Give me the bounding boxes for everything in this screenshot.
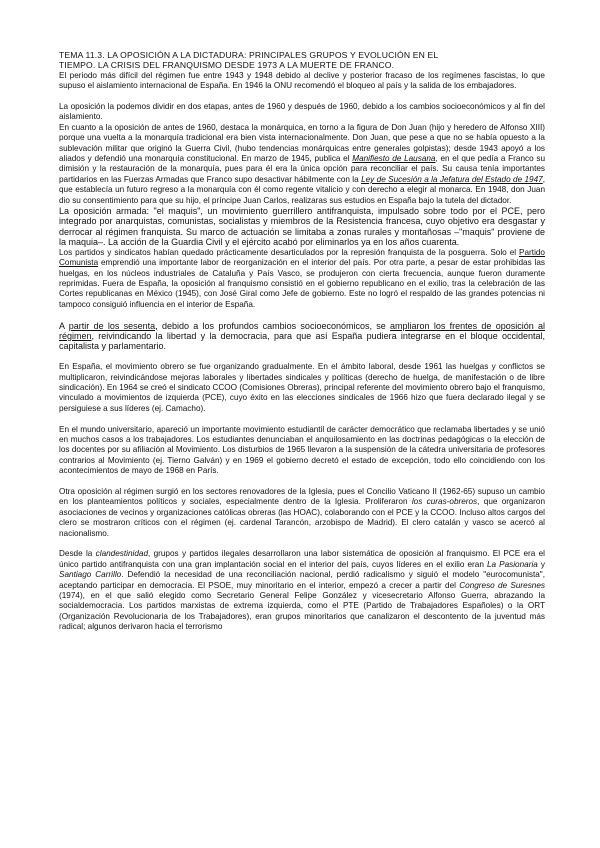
text-run: Desde la bbox=[59, 549, 96, 559]
title-line-2: TIEMPO. LA CRISIS DEL FRANQUISMO DESDE 1973 A LA MUERTE DE FRANCO. bbox=[59, 60, 395, 71]
document-title bbox=[59, 50, 545, 71]
paragraph-sixties bbox=[59, 321, 545, 352]
text-run: Otra oposición al régimen surgió en los sectores renovadores de la Iglesia, pues el Concilio Vaticano II (1962-65) supuso un cambio en los planteamientos políticos y sociales, especialmente dentro de la Iglesia. Proliferaron bbox=[59, 486, 545, 507]
partido-comunista-text: Partido Comunista bbox=[59, 247, 545, 268]
ley-sucesion-text: Ley de Sucesión a la Jefatura del Estado de 1947 bbox=[361, 174, 543, 184]
text-run: , que organizaron asociaciones de vecinos y organizaciones católicas obreras (las HOAC), colaborando con el PCE y la CCOO. Incluso altos cargos del clero se mostraron críticos con el régimen (ej. cardenal Tarancón, arzobispo de Madrid). El clero catalán y vasco se acercó al nacionalismo. bbox=[59, 497, 545, 538]
curas-obreros-text: los curas-obreros bbox=[411, 497, 478, 507]
clandestinidad-text: clandestinidad bbox=[95, 549, 149, 559]
text-run: y bbox=[537, 559, 545, 569]
text-run: , que establecía un futuro regreso a la monarquía con él como regente vitalicio y con derecho a elegir al monarca. En 1948, don Juan dio su consentimiento para que su hijo, el príncipe Juan Carlos, realizaras sus estudios en España bajo la tutela del dictador. bbox=[59, 174, 545, 205]
text-run: Los partidos y sindicatos habían quedado prácticamente desarticulados por la represión franquista de la posguerra. Solo el bbox=[59, 247, 520, 257]
document-page bbox=[59, 50, 545, 633]
paragraph-maquis: La oposición armada: "el maquis", un movimiento guerrillero antifranquista, impulsado sobre todo por el PCE, pero integrado por anarquistas, comunistas, socialistas y miembros de la Resistencia francesa, cuyo objetivo era desgastar y derrocar al régimen franquista. Su marco de actuación se limitaba a zonas rurales y montañosas –"maquis" proviene de la maquia–. La acción de la Guardia Civil y el ejército acabó por eliminarlos ya en los años cuarenta. bbox=[59, 206, 545, 248]
sixties-underlined: partir de los sesenta, bbox=[68, 320, 158, 331]
paragraph-stages: La oposición la podemos dividir en dos etapas, antes de 1960 y después de 1960, debido a los cambios socioeconómicos y al fin del aislamiento. bbox=[59, 102, 545, 122]
paragraph-parties bbox=[59, 248, 545, 310]
manifesto-lausana-link: Manifiesto de Lausana bbox=[352, 154, 436, 164]
text-run: , en el que pedía a Franco su dimisión y la restauración de la monarquía, pues para él era la única opción para reconciliar el país. Su causa tenía importantes partidarios en las Fuerzas Armadas que Franco supo desactivar hábilmente con la bbox=[59, 154, 545, 184]
paragraph-intro: El periodo más difícil del régimen fue entre 1943 y 1948 debido al declive y posterior fracaso de los regímenes fascistas, lo que supuso el aislamiento internacional de España. En 1946 la ONU recomendó el bloqueo al país y la salida de los embajadores. bbox=[59, 70, 545, 91]
text-run: , reivindicando la libertad y la democracia, para que así España pudiera integrarse en el bloque occidental, capitalista y parlamentario. bbox=[59, 330, 545, 352]
paragraph-monarchic-opposition bbox=[59, 123, 545, 206]
text-run: . Defendió la necesidad de una reconciliación nacional, perdió radicalismo y siguió el modelo "eurocomunista", aceptando participar en democracia. El PSOE, muy minoritario en el interior, empezó a crecer a partir del bbox=[59, 570, 545, 590]
text-run: A bbox=[59, 320, 69, 331]
suresnes-text: Congreso de Suresnes bbox=[459, 580, 545, 590]
text-run: En cuanto a la oposición de antes de 1960, destaca la monárquica, en torno a la figura de Don Juan (hijo y heredero de Alfonso XIII) porque una vuelta a la monarquía tradicional era bien vista internacionalmente. Don Juan, que pese a que no se había opuesto a la sublevación militar que originó la Guerra Civil, (hubo tendencias monárquicas entre generales golpistas); desde 1943 apoyó a los aliados y defendió una monarquía constitucional. En marzo de 1945, publica el bbox=[59, 122, 545, 164]
carrillo-text: Santiago Carrillo bbox=[59, 570, 122, 580]
text-run: , grupos y partidos ilegales desarrollaron una labor sistemática de oposición al franquismo. El PCE era el único partido antifranquista con una gran implantación social en el interior del país, cuyos líderes en el exilio eran bbox=[59, 549, 545, 569]
text-run: emprendió una importante labor de reorganización en el interior del país. Por otra parte, a pesar de estar prohibidas las huelgas, en los núcleos industriales de Cataluña y País Vasco, se produjeron con cierta frecuencia, aunque fueron duramente reprimidas. Fuera de España, la oposición al franquismo consistió en el gobierno republicano en el exilio, tras la celebración de las Cortes republicanas en México (1945), con José Giral como Jefe de gobierno. Este no logró el respaldo de las grandes potencias ni tampoco consiguió influencia en el interior de España. bbox=[59, 258, 545, 309]
text-run: (1974), en el que salió elegido como Secretario General Felipe González y vicesecretario Alfonso Guerra, abrazando la socialdemocracia. Los partidos marxistas de extrema izquierda, como el PTE (Partido de Trabajadores Españoles) o la ORT (Organización Revolucionaria de los Trabajadores), eran grupos minoritarios que canalizaron el descontento de la juventud más radical; algunos derivaron hacia el terrorismo bbox=[59, 591, 545, 632]
title-line-1: TEMA 11.3. LA OPOSICIÓN A LA DICTADURA: PRINCIPALES GRUPOS Y EVOLUCIÓN EN EL bbox=[59, 50, 439, 60]
paragraph-church bbox=[59, 487, 545, 539]
pasionaria-text: La Pasionaria bbox=[486, 559, 538, 569]
paragraph-university: En el mundo universitario, apareció un importante movimiento estudiantil de carácter democrático que reclamaba libertades y se unió en muchos casos a los trabajadores. Los estudiantes denunciaban el anquilosamiento en las doctrinas pedagógicas o la elección de los docentes por su afiliación al Movimiento. Los disturbios de 1965 llevaron a la suspensión de la cátedra universitaria de profesores contrarios al Movimiento (ej. Tierno Galván) y en 1969 el gobierno decretó el estado de excepción, todo ello coincidiendo con los acontecimientos de mayo de 1968 en París. bbox=[59, 424, 545, 476]
paragraph-clandestine-parties bbox=[59, 549, 545, 632]
fronts-underlined: ampliaron los frentes de oposición al régimen bbox=[59, 320, 546, 341]
text-run: debido a los profundos cambios socioeconómicos, se bbox=[157, 320, 391, 331]
paragraph-workers-movement: En España, el movimiento obrero se fue organizando gradualmente. En el ámbito laboral, desde 1961 las huelgas y conflictos se multiplicaron, reivindicándose mejoras laborales y libertades sindicales y políticas (derecho de huelga, de manifestación o de libre sindicación). En 1964 se creó el sindicato CCOO (Comisiones Obreras), principal referente del movimiento obrero bajo el franquismo, vinculado a movimientos de izquierda (PCE), cuyo éxito en las elecciones sindicales de 1966 hizo que fuera declarado ilegal y se persiguiese a sus líderes (ej. Camacho). bbox=[59, 362, 545, 413]
